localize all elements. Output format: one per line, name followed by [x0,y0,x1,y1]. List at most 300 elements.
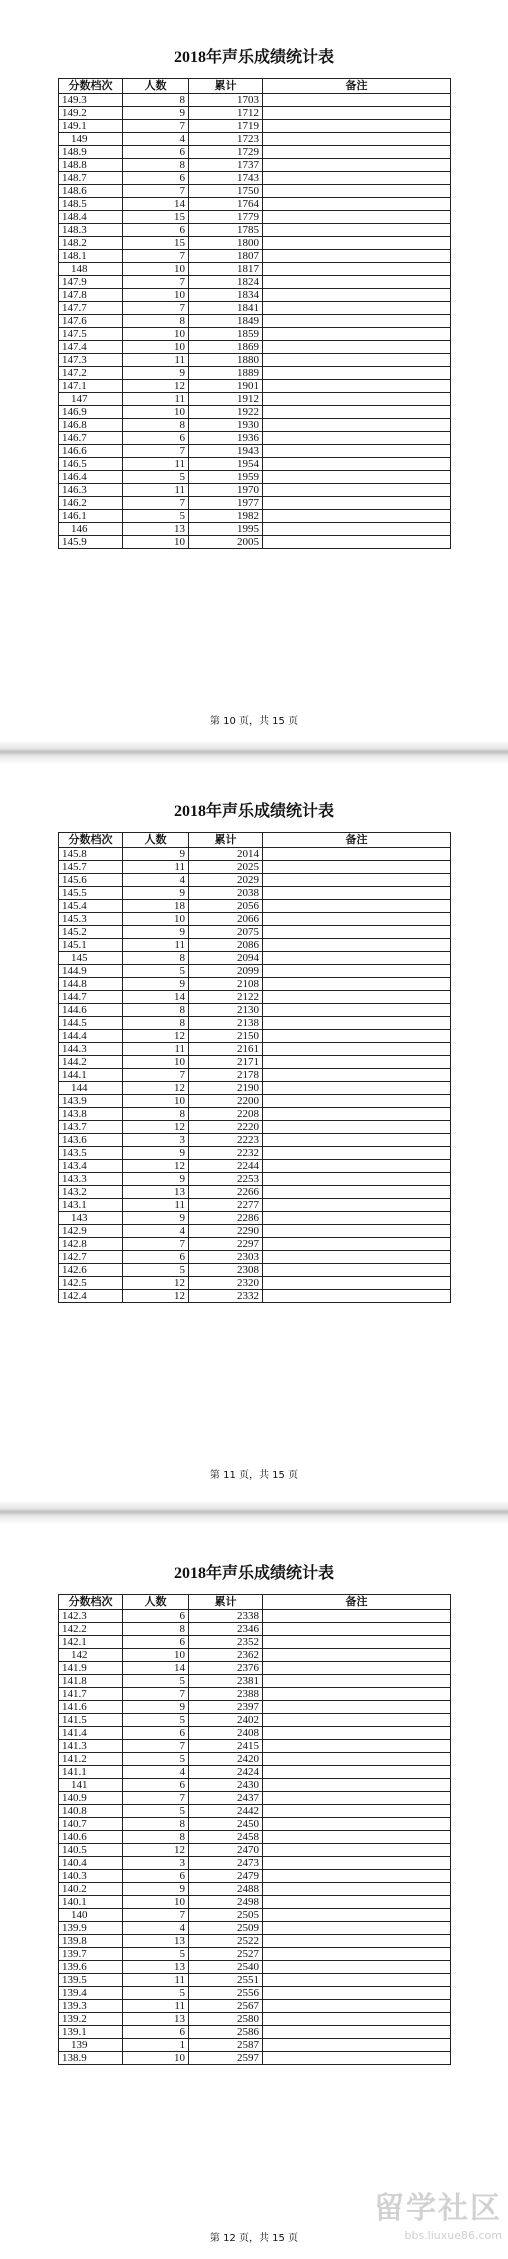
remarks-cell [263,2026,451,2039]
watermark-logo: 留学社区 [374,2191,502,2226]
remarks-cell [263,1818,451,1831]
score-cell: 141.6 [59,1701,123,1714]
cumulative-cell: 2402 [189,1714,263,1727]
remarks-cell [263,94,451,107]
count-cell: 12 [123,1121,189,1134]
remarks-cell [263,1225,451,1238]
cumulative-cell: 1841 [189,302,263,315]
cumulative-cell: 2580 [189,2013,263,2026]
remarks-cell [263,952,451,965]
table-row [59,1844,451,1857]
remarks-cell [263,1212,451,1225]
count-cell: 8 [123,315,189,328]
remarks-cell [263,1030,451,1043]
remarks-cell [263,1987,451,2000]
remarks-cell [263,913,451,926]
count-cell: 12 [123,1030,189,1043]
table-row [59,1004,451,1017]
table-body [59,94,451,549]
cumulative-cell: 1779 [189,211,263,224]
cumulative-cell: 1712 [189,107,263,120]
remarks-cell [263,1069,451,1082]
count-cell: 8 [123,1004,189,1017]
score-cell: 144.3 [59,1043,123,1056]
count-cell: 14 [123,991,189,1004]
count-cell: 8 [123,1017,189,1030]
cumulative-cell: 2108 [189,978,263,991]
cumulative-cell: 2509 [189,1922,263,1935]
score-cell: 147.3 [59,354,123,367]
table-row [59,1909,451,1922]
count-cell: 6 [123,172,189,185]
count-cell: 11 [123,1043,189,1056]
score-cell: 145.3 [59,913,123,926]
score-cell: 139.1 [59,2026,123,2039]
page-11 [0,764,508,1500]
table-row [59,328,451,341]
table-row [59,1896,451,1909]
remarks-cell [263,328,451,341]
cumulative-cell: 1859 [189,328,263,341]
count-cell: 8 [123,1818,189,1831]
remarks-cell [263,861,451,874]
score-cell: 141.2 [59,1753,123,1766]
count-cell: 5 [123,1753,189,1766]
remarks-cell [263,2039,451,2052]
table-row [59,1818,451,1831]
table-row [59,1870,451,1883]
remarks-cell [263,2013,451,2026]
score-cell: 142 [59,1649,123,1662]
remarks-cell [263,146,451,159]
count-cell: 6 [123,1779,189,1792]
table-row [59,978,451,991]
table-row [59,133,451,146]
count-cell: 12 [123,1844,189,1857]
cumulative-cell: 1959 [189,471,263,484]
header-score: 分数档次 [59,79,123,94]
table-row [59,861,451,874]
cumulative-cell: 2014 [189,848,263,861]
cumulative-cell: 1943 [189,445,263,458]
cumulative-cell: 2346 [189,1623,263,1636]
table-row [59,1948,451,1961]
remarks-cell [263,978,451,991]
remarks-cell [263,1831,451,1844]
table-row [59,1675,451,1688]
table-row [59,471,451,484]
score-cell: 139.9 [59,1922,123,1935]
remarks-cell [263,1610,451,1623]
remarks-cell [263,445,451,458]
cumulative-cell: 2479 [189,1870,263,1883]
header-score: 分数档次 [59,833,123,848]
table-row [59,432,451,445]
cumulative-cell: 2424 [189,1766,263,1779]
count-cell: 10 [123,1649,189,1662]
table-header-row [59,1595,451,1610]
count-cell: 5 [123,965,189,978]
page-title: 2018年声乐成绩统计表 [173,1565,334,1582]
score-cell: 140.1 [59,1896,123,1909]
remarks-cell [263,1636,451,1649]
remarks-cell [263,1623,451,1636]
score-cell: 143.1 [59,1199,123,1212]
cumulative-cell: 2025 [189,861,263,874]
cumulative-cell: 2527 [189,1948,263,1961]
table-row [59,172,451,185]
cumulative-cell: 1834 [189,289,263,302]
table-row [59,1147,451,1160]
count-cell: 6 [123,146,189,159]
table-row [59,1766,451,1779]
cumulative-cell: 1954 [189,458,263,471]
cumulative-cell: 2066 [189,913,263,926]
table-header-row [59,833,451,848]
score-cell: 142.3 [59,1610,123,1623]
score-cell: 145.9 [59,536,123,549]
table-row [59,185,451,198]
count-cell: 8 [123,94,189,107]
cumulative-cell: 2556 [189,1987,263,2000]
table-row [59,289,451,302]
count-cell: 9 [123,107,189,120]
count-cell: 1 [123,2039,189,2052]
table-row [59,1264,451,1277]
table-row [59,1688,451,1701]
count-cell: 5 [123,1714,189,1727]
score-cell: 148.2 [59,237,123,250]
remarks-cell [263,1290,451,1303]
table-row [59,1121,451,1134]
score-cell: 144 [59,1082,123,1095]
count-cell: 8 [123,1623,189,1636]
cumulative-cell: 1869 [189,341,263,354]
remarks-cell [263,1688,451,1701]
score-cell: 141.4 [59,1727,123,1740]
remarks-cell [263,2000,451,2013]
table-row [59,510,451,523]
remarks-cell [263,926,451,939]
score-cell: 139.8 [59,1935,123,1948]
table-row [59,94,451,107]
cumulative-cell: 2408 [189,1727,263,1740]
remarks-cell [263,1199,451,1212]
page-title: 2018年声乐成绩统计表 [173,803,334,820]
cumulative-cell: 2303 [189,1251,263,1264]
header-cumulative: 累计 [189,833,263,848]
remarks-cell [263,1662,451,1675]
cumulative-cell: 2332 [189,1290,263,1303]
score-cell: 146.9 [59,406,123,419]
page-separator [0,1500,508,1524]
score-cell: 144.1 [59,1069,123,1082]
score-table [58,832,451,1303]
page-footer: 第 11 页，共 15 页 [209,1470,299,1481]
table-row [59,1857,451,1870]
cumulative-cell: 1703 [189,94,263,107]
score-cell: 149.3 [59,94,123,107]
score-cell: 147.1 [59,380,123,393]
count-cell: 12 [123,1160,189,1173]
remarks-cell [263,900,451,913]
score-table [58,78,451,549]
remarks-cell [263,341,451,354]
remarks-cell [263,354,451,367]
remarks-cell [263,1173,451,1186]
table-row [59,1922,451,1935]
remarks-cell [263,536,451,549]
remarks-cell [263,1186,451,1199]
remarks-cell [263,1870,451,1883]
count-cell: 18 [123,900,189,913]
count-cell: 7 [123,445,189,458]
count-cell: 9 [123,926,189,939]
remarks-cell [263,211,451,224]
remarks-cell [263,224,451,237]
table-row [59,1043,451,1056]
count-cell: 9 [123,1212,189,1225]
cumulative-cell: 2099 [189,965,263,978]
count-cell: 11 [123,2000,189,2013]
table-row [59,1805,451,1818]
remarks-cell [263,172,451,185]
page-12 [0,1524,508,2259]
remarks-cell [263,302,451,315]
table-row [59,900,451,913]
table-row [59,1095,451,1108]
remarks-cell [263,1251,451,1264]
remarks-cell [263,1974,451,1987]
table-row [59,159,451,172]
count-cell: 5 [123,1987,189,2000]
table-row [59,1251,451,1264]
cumulative-cell: 2223 [189,1134,263,1147]
score-cell: 143.5 [59,1147,123,1160]
remarks-cell [263,419,451,432]
score-cell: 140.5 [59,1844,123,1857]
remarks-cell [263,2052,451,2065]
count-cell: 6 [123,224,189,237]
cumulative-cell: 1764 [189,198,263,211]
remarks-cell [263,1740,451,1753]
remarks-cell [263,198,451,211]
cumulative-cell: 2244 [189,1160,263,1173]
table-header-row [59,79,451,94]
cumulative-cell: 1977 [189,497,263,510]
table-row [59,419,451,432]
count-cell: 13 [123,1186,189,1199]
remarks-cell [263,471,451,484]
score-cell: 143 [59,1212,123,1225]
table-row [59,367,451,380]
remarks-cell [263,1753,451,1766]
score-cell: 142.4 [59,1290,123,1303]
table-row [59,302,451,315]
remarks-cell [263,1134,451,1147]
cumulative-cell: 2338 [189,1610,263,1623]
score-cell: 148.3 [59,224,123,237]
table-row [59,458,451,471]
score-cell: 147.5 [59,328,123,341]
score-cell: 139.2 [59,2013,123,2026]
score-cell: 146.3 [59,484,123,497]
count-cell: 10 [123,289,189,302]
score-cell: 148.8 [59,159,123,172]
remarks-cell [263,380,451,393]
table-row [59,1199,451,1212]
cumulative-cell: 2470 [189,1844,263,1857]
score-cell: 145.5 [59,887,123,900]
score-cell: 146.5 [59,458,123,471]
cumulative-cell: 2437 [189,1792,263,1805]
table-row [59,1160,451,1173]
remarks-cell [263,1961,451,1974]
table-row [59,874,451,887]
cumulative-cell: 2420 [189,1753,263,1766]
count-cell: 13 [123,1961,189,1974]
table-row [59,198,451,211]
score-cell: 144.6 [59,1004,123,1017]
count-cell: 10 [123,1095,189,1108]
count-cell: 11 [123,484,189,497]
score-cell: 149.2 [59,107,123,120]
table-row [59,965,451,978]
remarks-cell [263,1922,451,1935]
score-cell: 142.9 [59,1225,123,1238]
count-cell: 5 [123,1675,189,1688]
count-cell: 6 [123,1610,189,1623]
cumulative-cell: 2208 [189,1108,263,1121]
cumulative-cell: 2277 [189,1199,263,1212]
count-cell: 5 [123,1948,189,1961]
score-cell: 148.5 [59,198,123,211]
count-cell: 7 [123,497,189,510]
header-cumulative: 累计 [189,79,263,94]
cumulative-cell: 2362 [189,1649,263,1662]
cumulative-cell: 2056 [189,900,263,913]
cumulative-cell: 2442 [189,1805,263,1818]
cumulative-cell: 2587 [189,2039,263,2052]
cumulative-cell: 1737 [189,159,263,172]
count-cell: 9 [123,1701,189,1714]
count-cell: 15 [123,211,189,224]
count-cell: 7 [123,302,189,315]
score-cell: 139.4 [59,1987,123,2000]
cumulative-cell: 2522 [189,1935,263,1948]
header-remarks: 备注 [263,1595,451,1610]
cumulative-cell: 1849 [189,315,263,328]
table-row [59,952,451,965]
remarks-cell [263,1108,451,1121]
table-row [59,523,451,536]
remarks-cell [263,887,451,900]
remarks-cell [263,289,451,302]
score-cell: 142.8 [59,1238,123,1251]
count-cell: 10 [123,1056,189,1069]
cumulative-cell: 1729 [189,146,263,159]
table-body [59,848,451,1303]
count-cell: 6 [123,1636,189,1649]
table-row [59,887,451,900]
score-cell: 144.9 [59,965,123,978]
table-row [59,1831,451,1844]
score-cell: 146.7 [59,432,123,445]
score-cell: 143.3 [59,1173,123,1186]
score-cell: 140.7 [59,1818,123,1831]
table-row [59,1186,451,1199]
score-cell: 143.9 [59,1095,123,1108]
score-cell: 140.6 [59,1831,123,1844]
watermark [327,2189,502,2253]
table-row [59,1030,451,1043]
count-cell: 8 [123,159,189,172]
count-cell: 6 [123,2026,189,2039]
cumulative-cell: 2122 [189,991,263,1004]
table-row [59,1883,451,1896]
table-row [59,354,451,367]
count-cell: 3 [123,1134,189,1147]
count-cell: 13 [123,2013,189,2026]
cumulative-cell: 1880 [189,354,263,367]
score-cell: 146.1 [59,510,123,523]
header-remarks: 备注 [263,833,451,848]
score-cell: 139.5 [59,1974,123,1987]
count-cell: 9 [123,887,189,900]
table-row [59,393,451,406]
cumulative-cell: 2038 [189,887,263,900]
cumulative-cell: 1817 [189,263,263,276]
count-cell: 11 [123,1199,189,1212]
remarks-cell [263,1017,451,1030]
cumulative-cell: 2253 [189,1173,263,1186]
count-cell: 10 [123,328,189,341]
count-cell: 9 [123,367,189,380]
table-row [59,2026,451,2039]
score-cell: 140.8 [59,1805,123,1818]
remarks-cell [263,1844,451,1857]
cumulative-cell: 2415 [189,1740,263,1753]
cumulative-cell: 1889 [189,367,263,380]
count-cell: 7 [123,250,189,263]
remarks-cell [263,1792,451,1805]
score-cell: 148 [59,263,123,276]
score-cell: 145.6 [59,874,123,887]
remarks-cell [263,1121,451,1134]
count-cell: 15 [123,237,189,250]
count-cell: 8 [123,1108,189,1121]
score-cell: 143.6 [59,1134,123,1147]
score-cell: 148.9 [59,146,123,159]
count-cell: 12 [123,1277,189,1290]
remarks-cell [263,250,451,263]
cumulative-cell: 2352 [189,1636,263,1649]
score-cell: 141 [59,1779,123,1792]
cumulative-cell: 2138 [189,1017,263,1030]
cumulative-cell: 1970 [189,484,263,497]
count-cell: 12 [123,380,189,393]
cumulative-cell: 2551 [189,1974,263,1987]
score-cell: 146.2 [59,497,123,510]
remarks-cell [263,497,451,510]
cumulative-cell: 1723 [189,133,263,146]
cumulative-cell: 2450 [189,1818,263,1831]
page-footer: 第 10 页，共 15 页 [209,716,299,727]
count-cell: 4 [123,133,189,146]
table-row [59,1212,451,1225]
table-row [59,1987,451,2000]
cumulative-cell: 2458 [189,1831,263,1844]
